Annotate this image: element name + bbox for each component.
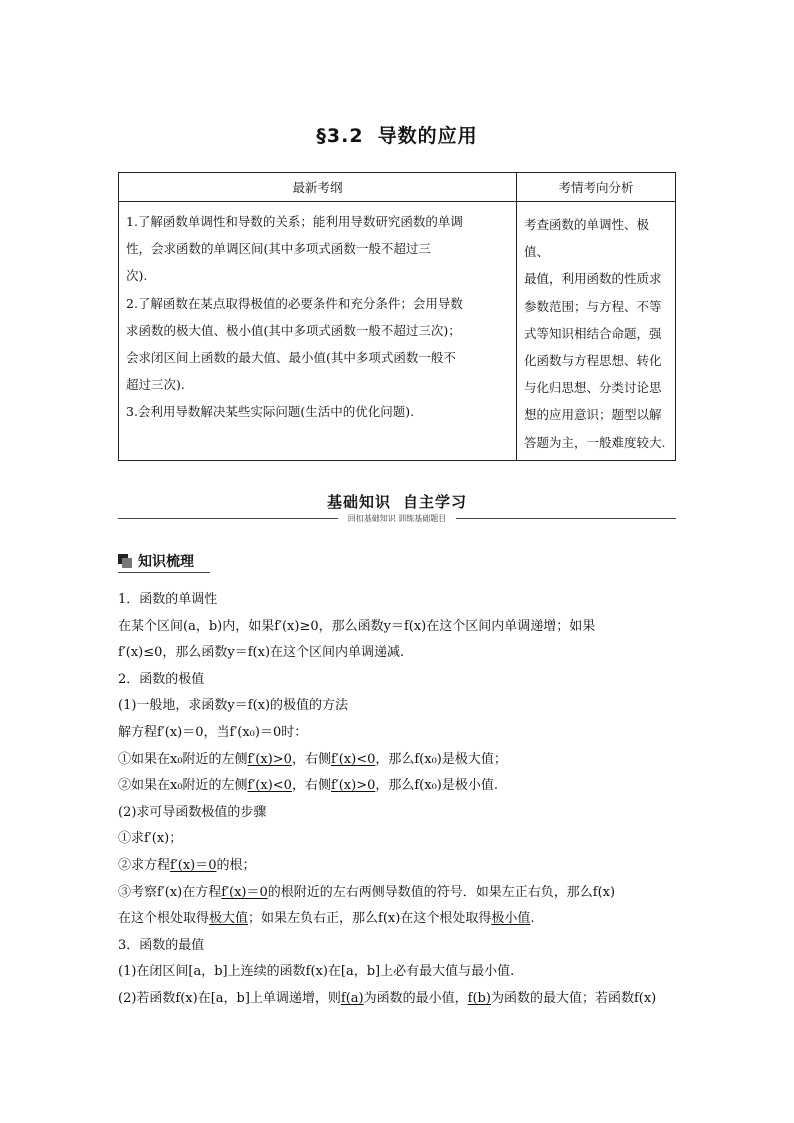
text-line: 1．函数的单调性 xyxy=(118,592,218,607)
text-line: 解方程f′(x)＝0，当f′(x₀)＝0时： xyxy=(118,724,308,740)
text-segment: 的根； xyxy=(216,857,256,873)
text-segment: 在这个根处取得 xyxy=(118,911,210,927)
text-line: (2)求可导函数极值的步骤 xyxy=(118,804,267,820)
blank-answer: f′(x)＝0 xyxy=(221,884,268,900)
text-segment: ，右侧 xyxy=(291,751,331,767)
text-segment: 的根附近的左右两侧导数值的符号．如果左正右负，那么f(x) xyxy=(267,884,616,900)
blank-answer: f(b) xyxy=(467,990,491,1006)
syllabus-analysis xyxy=(517,202,676,461)
text-segment: ①如果在x₀附近的左侧 xyxy=(118,751,248,767)
section-heading xyxy=(0,491,794,512)
text-segment: ③考察f′(x)在方程 xyxy=(118,884,222,900)
text-line: 2．函数的极值 xyxy=(118,671,205,687)
section-subtitle: 回扣基础知识 训练基础题目 xyxy=(347,514,447,523)
requirement-line: 性，会求函数的单调区间(其中多项式函数一般不超过三 xyxy=(126,241,431,257)
requirement-line: 2.了解函数在某点取得极值的必要条件和充分条件；会用导数 xyxy=(126,295,463,311)
text-segment: (2)若函数f(x)在[a，b]上单调递增，则 xyxy=(118,990,341,1006)
text-line: 3．函数的最值 xyxy=(118,937,205,953)
text-line xyxy=(118,880,682,907)
knowledge-heading xyxy=(118,551,194,571)
requirement-line: 1.了解函数单调性和导数的关系；能利用导数研究函数的单调 xyxy=(126,214,463,229)
knowledge-underline xyxy=(118,572,210,573)
requirement-line: 次). xyxy=(126,268,148,284)
section-heading-a: 基础知识 xyxy=(326,493,391,511)
blank-answer: f′(x)＝0 xyxy=(170,857,217,873)
analysis-line: 式等知识相结合命题，强 xyxy=(524,325,662,341)
text-line xyxy=(118,747,682,774)
text-line xyxy=(118,986,682,1013)
title-text: 导数的应用 xyxy=(377,125,478,147)
requirement-line: 求函数的极大值、极小值(其中多项式函数一般不超过三次)； xyxy=(126,322,461,338)
analysis-line: 参数范围；与方程、不等 xyxy=(524,298,662,314)
text-line: 在某个区间(a，b)内，如果f′(x)≥0，那么函数y＝f(x)在这个区间内单调递增；如果 xyxy=(118,618,596,634)
blank-answer: f′(x)<0 xyxy=(330,751,376,767)
text-segment: . xyxy=(530,911,535,927)
text-line: (1)一般地，求函数y＝f(x)的极值的方法 xyxy=(118,698,349,714)
blank-answer: f′(x)<0 xyxy=(247,778,292,794)
requirement-line: 会求闭区间上函数的最大值、最小值(其中多项式函数一般不 xyxy=(126,350,456,366)
square-bullet-icon xyxy=(118,554,132,568)
analysis-line: 最值，利用函数的性质求 xyxy=(524,271,662,287)
syllabus-table xyxy=(118,172,676,461)
analysis-line: 与化归思想、分类讨论思 xyxy=(524,380,662,396)
blank-answer: f(a) xyxy=(340,990,364,1006)
text-line xyxy=(118,853,682,880)
text-segment: ；如果左负右正，那么f(x)在这个根处取得 xyxy=(248,911,492,927)
text-segment: ，右侧 xyxy=(291,778,331,794)
requirement-line: 3.会利用导数解决某些实际问题(生活中的优化问题). xyxy=(126,404,415,420)
blank-answer: 极小值 xyxy=(491,911,531,927)
text-segment: 为函数的最小值， xyxy=(363,990,468,1006)
text-segment: ，那么f(x₀)是极小值. xyxy=(375,778,499,794)
blank-answer: f′(x)>0 xyxy=(247,751,292,767)
requirement-line: 超过三次). xyxy=(126,377,185,393)
text-line: ①求f′(x)； xyxy=(118,831,183,847)
section-number: §3.2 xyxy=(316,125,364,147)
blank-answer: f′(x)>0 xyxy=(330,778,376,794)
text-line xyxy=(118,773,682,800)
text-segment: ，那么f(x₀)是极大值； xyxy=(375,751,507,767)
section-heading-b: 自主学习 xyxy=(403,493,468,511)
text-segment: 为函数的最大值；若函数f(x) xyxy=(490,990,657,1006)
blank-answer: 极大值 xyxy=(209,911,249,927)
text-segment: ②如果在x₀附近的左侧 xyxy=(118,778,248,794)
analysis-line: 化函数与方程思想、转化 xyxy=(524,353,662,369)
text-line xyxy=(118,906,682,933)
page-title xyxy=(0,121,794,148)
analysis-line: 想的应用意识；题型以解 xyxy=(524,407,662,423)
text-segment: ②求方程 xyxy=(118,857,171,873)
text-line: (1)在闭区间[a，b]上连续的函数f(x)在[a，b]上必有最大值与最小值. xyxy=(118,964,515,980)
text-line: f′(x)≤0，那么函数y＝f(x)在这个区间内单调递减. xyxy=(118,645,405,661)
knowledge-title: 知识梳理 xyxy=(138,554,194,570)
syllabus-header-left: 最新考纲 xyxy=(119,173,517,202)
syllabus-requirements xyxy=(119,202,517,461)
analysis-line: 考查函数的单调性、极值、 xyxy=(524,217,650,260)
analysis-line: 答题为主，一般难度较大. xyxy=(524,434,666,450)
content-body xyxy=(118,587,682,1013)
syllabus-header-right: 考情考向分析 xyxy=(517,173,676,202)
